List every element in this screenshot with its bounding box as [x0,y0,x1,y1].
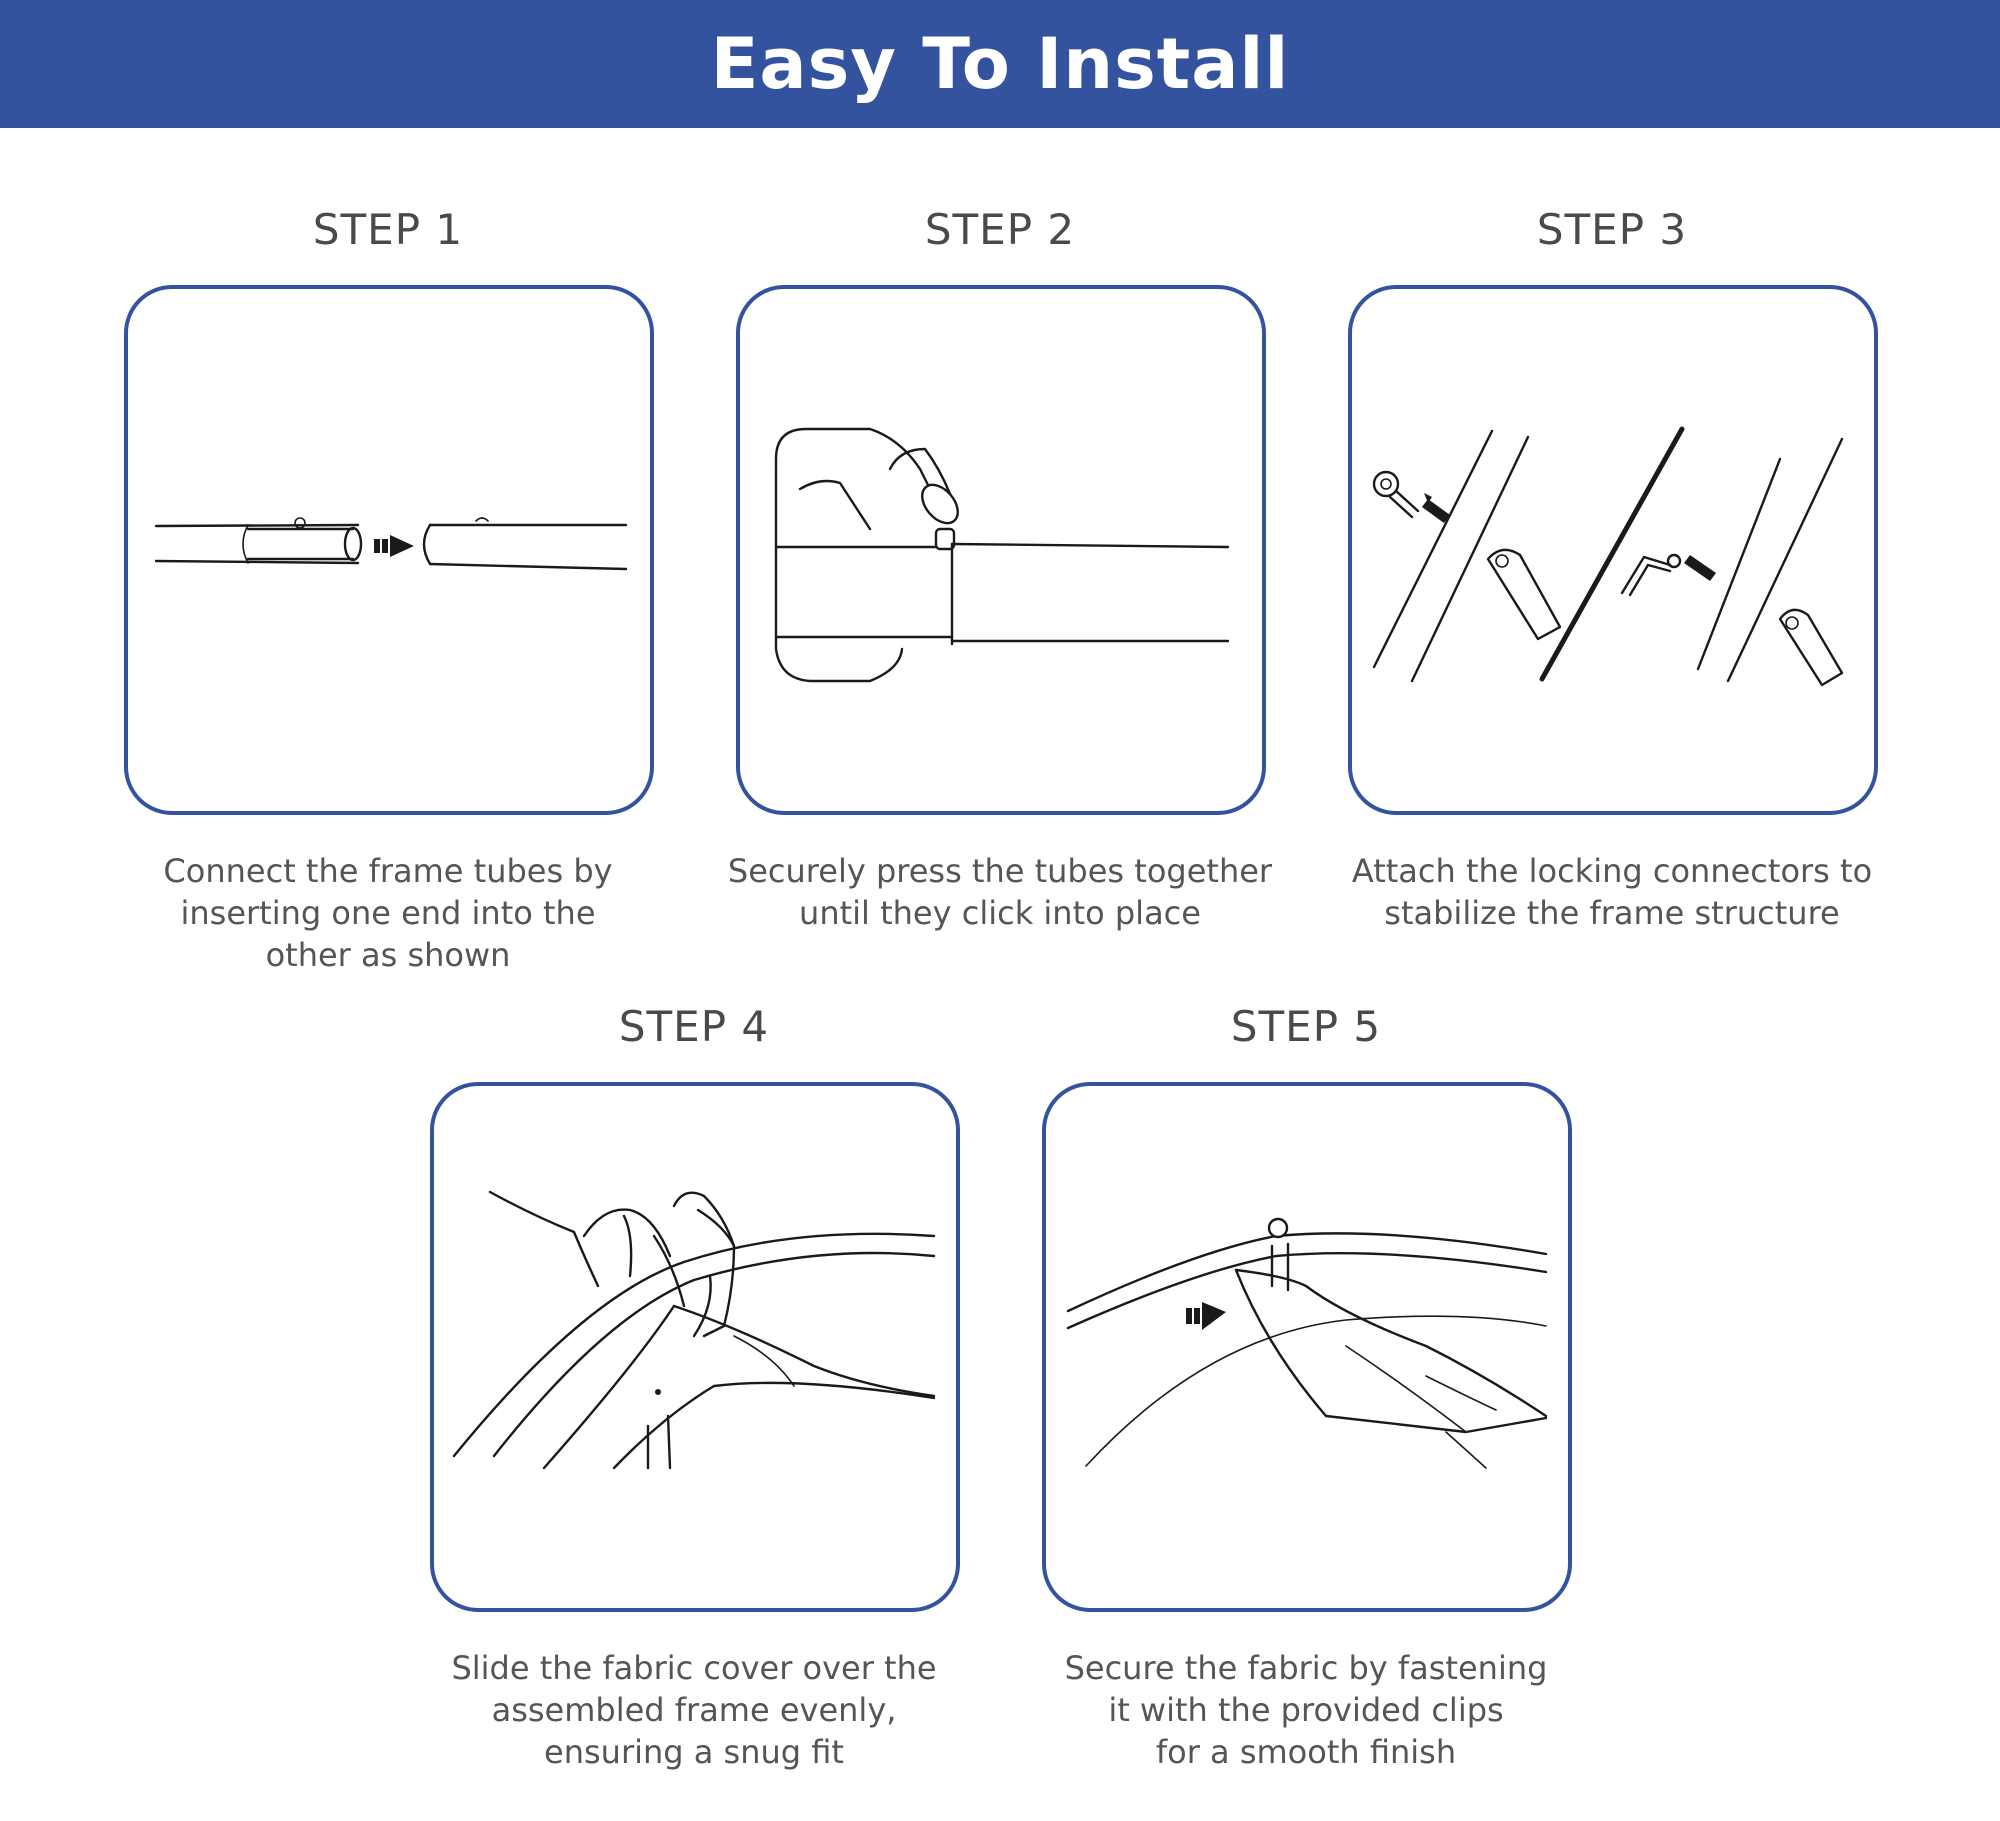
step-2-caption: Securely press the tubes together until they click into place [727,852,1273,932]
step-3-title: STEP 3 [1536,205,1688,254]
step-3-illustration-frame [1348,285,1878,815]
step-2-title: STEP 2 [924,205,1076,254]
fabric-cover-illustration [434,1086,956,1608]
step-1-caption: Connect the frame tubes by inserting one end into the other as shown [163,852,613,974]
step-1 [68,205,708,985]
step-4-illustration-frame [430,1082,960,1612]
step-1-illustration-frame [124,285,654,815]
step-3-caption: Attach the locking connectors to stabilize the frame structure [1351,852,1873,932]
locking-connector-illustration [1352,289,1874,811]
step-5 [986,1002,1626,1782]
step-5-caption: Secure the fabric by fastening it with the provided clips for a smooth finish [1064,1649,1548,1771]
step-4-title: STEP 4 [618,1002,770,1051]
tube-connect-illustration [128,289,650,811]
step-2-illustration-frame [736,285,1266,815]
header-banner [0,0,2000,128]
step-1-title: STEP 1 [312,205,464,254]
fabric-clip-illustration [1046,1086,1568,1608]
step-4-caption: Slide the fabric cover over the assembled frame evenly, ensuring a snug fit [451,1649,937,1771]
step-4 [374,1002,1014,1782]
page-title: Easy To Install [710,23,1290,105]
step-5-illustration-frame [1042,1082,1572,1612]
tube-press-illustration [740,289,1262,811]
step-2 [680,205,1320,985]
step-5-title: STEP 5 [1230,1002,1382,1051]
step-3 [1292,205,1932,985]
